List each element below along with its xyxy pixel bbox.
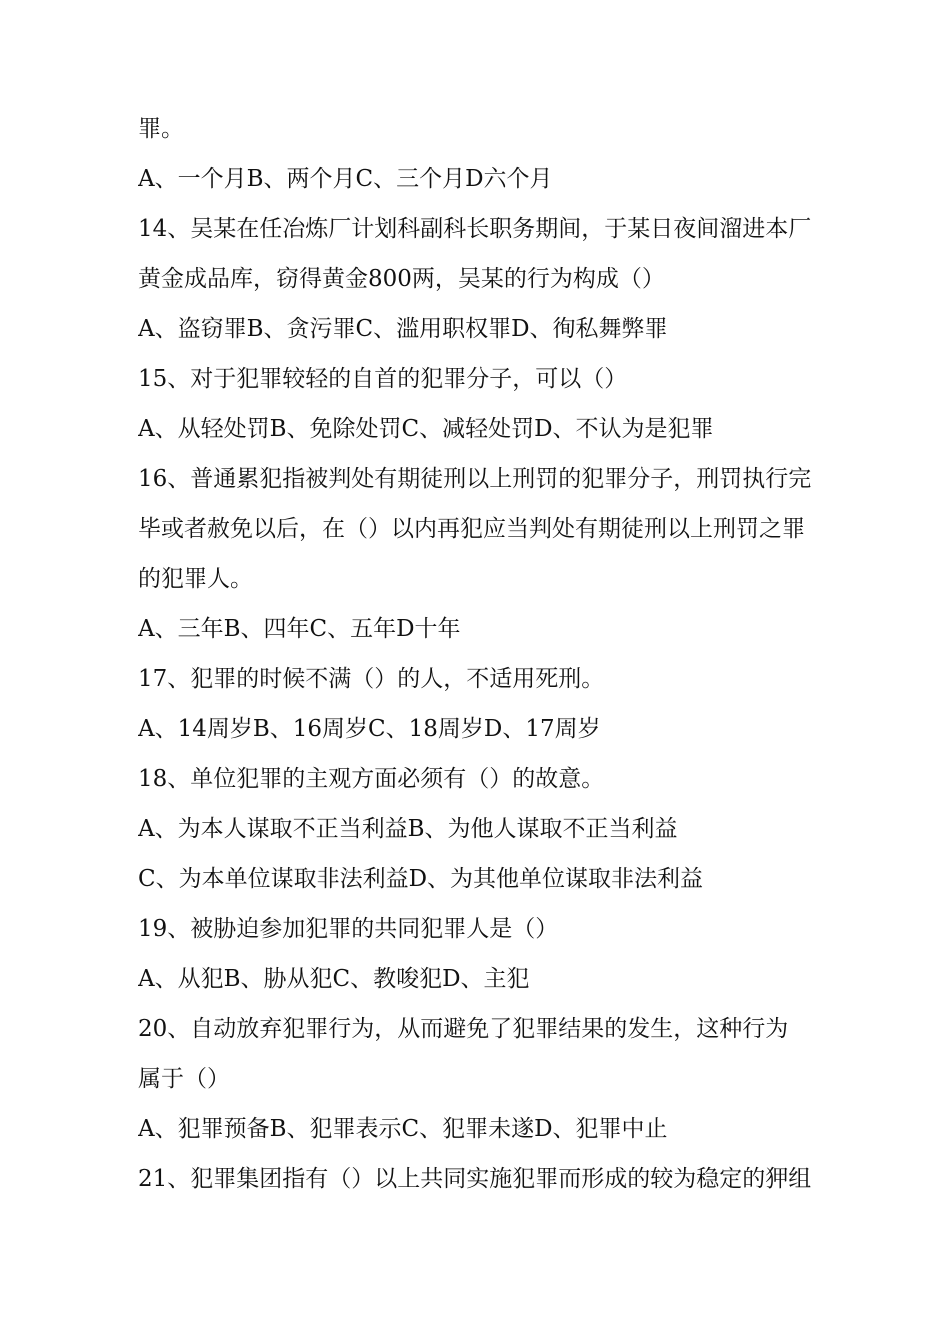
- question-20-line-2: 属于（）: [138, 1066, 230, 1092]
- answer-options-line: A、一个月B、两个月C、三个月D六个月: [138, 166, 553, 192]
- answer-options-line: A、犯罪预备B、犯罪表示C、犯罪未遂D、犯罪中止: [138, 1116, 668, 1142]
- answer-options-line: A、14周岁B、16周岁C、18周岁D、17周岁: [138, 716, 601, 742]
- question-16-line-3: 的犯罪人。: [138, 566, 253, 592]
- question-16-line-2: 毕或者赦免以后，在（）以内再犯应当判处有期徒刑以上刑罚之罪: [138, 516, 805, 542]
- question-16-line-1: 16、普通累犯指被判处有期徒刑以上刑罚的犯罪分子，刑罚执行完: [138, 466, 812, 492]
- answer-options-line: A、从轻处罚B、免除处罚C、减轻处罚D、不认为是犯罪: [138, 416, 714, 442]
- text-line: 罪。: [138, 116, 184, 142]
- document-body: [138, 104, 828, 1204]
- question-14-line-2: 黄金成品库，窃得黄金800两，吴某的行为构成（）: [138, 266, 665, 292]
- answer-options-line: A、盗窃罪B、贪污罪C、滥用职权罪D、徇私舞弊罪: [138, 316, 668, 342]
- question-18-line: 18、单位犯罪的主观方面必须有（）的故意。: [138, 766, 605, 792]
- question-20-line-1: 20、自动放弃犯罪行为，从而避免了犯罪结果的发生，这种行为: [138, 1016, 789, 1042]
- answer-options-line: A、三年B、四年C、五年D十年: [138, 616, 461, 642]
- question-17-line: 17、犯罪的时候不满（）的人，不适用死刑。: [138, 666, 605, 692]
- answer-options-line: A、从犯B、胁从犯C、教唆犯D、主犯: [138, 966, 530, 992]
- question-19-line: 19、被胁迫参加犯罪的共同犯罪人是（）: [138, 916, 559, 942]
- answer-options-line: A、为本人谋取不正当利益B、为他人谋取不正当利益: [138, 816, 678, 842]
- question-14-line-1: 14、吴某在任冶炼厂计划科副科长职务期间，于某日夜间溜进本厂: [138, 216, 812, 242]
- question-15-line: 15、对于犯罪较轻的自首的犯罪分子，可以（）: [138, 366, 628, 392]
- question-21-line: 21、犯罪集团指有（）以上共同实施犯罪而形成的较为稳定的狎组: [138, 1166, 812, 1192]
- answer-options-line: C、为本单位谋取非法利益D、为其他单位谋取非法利益: [138, 866, 704, 892]
